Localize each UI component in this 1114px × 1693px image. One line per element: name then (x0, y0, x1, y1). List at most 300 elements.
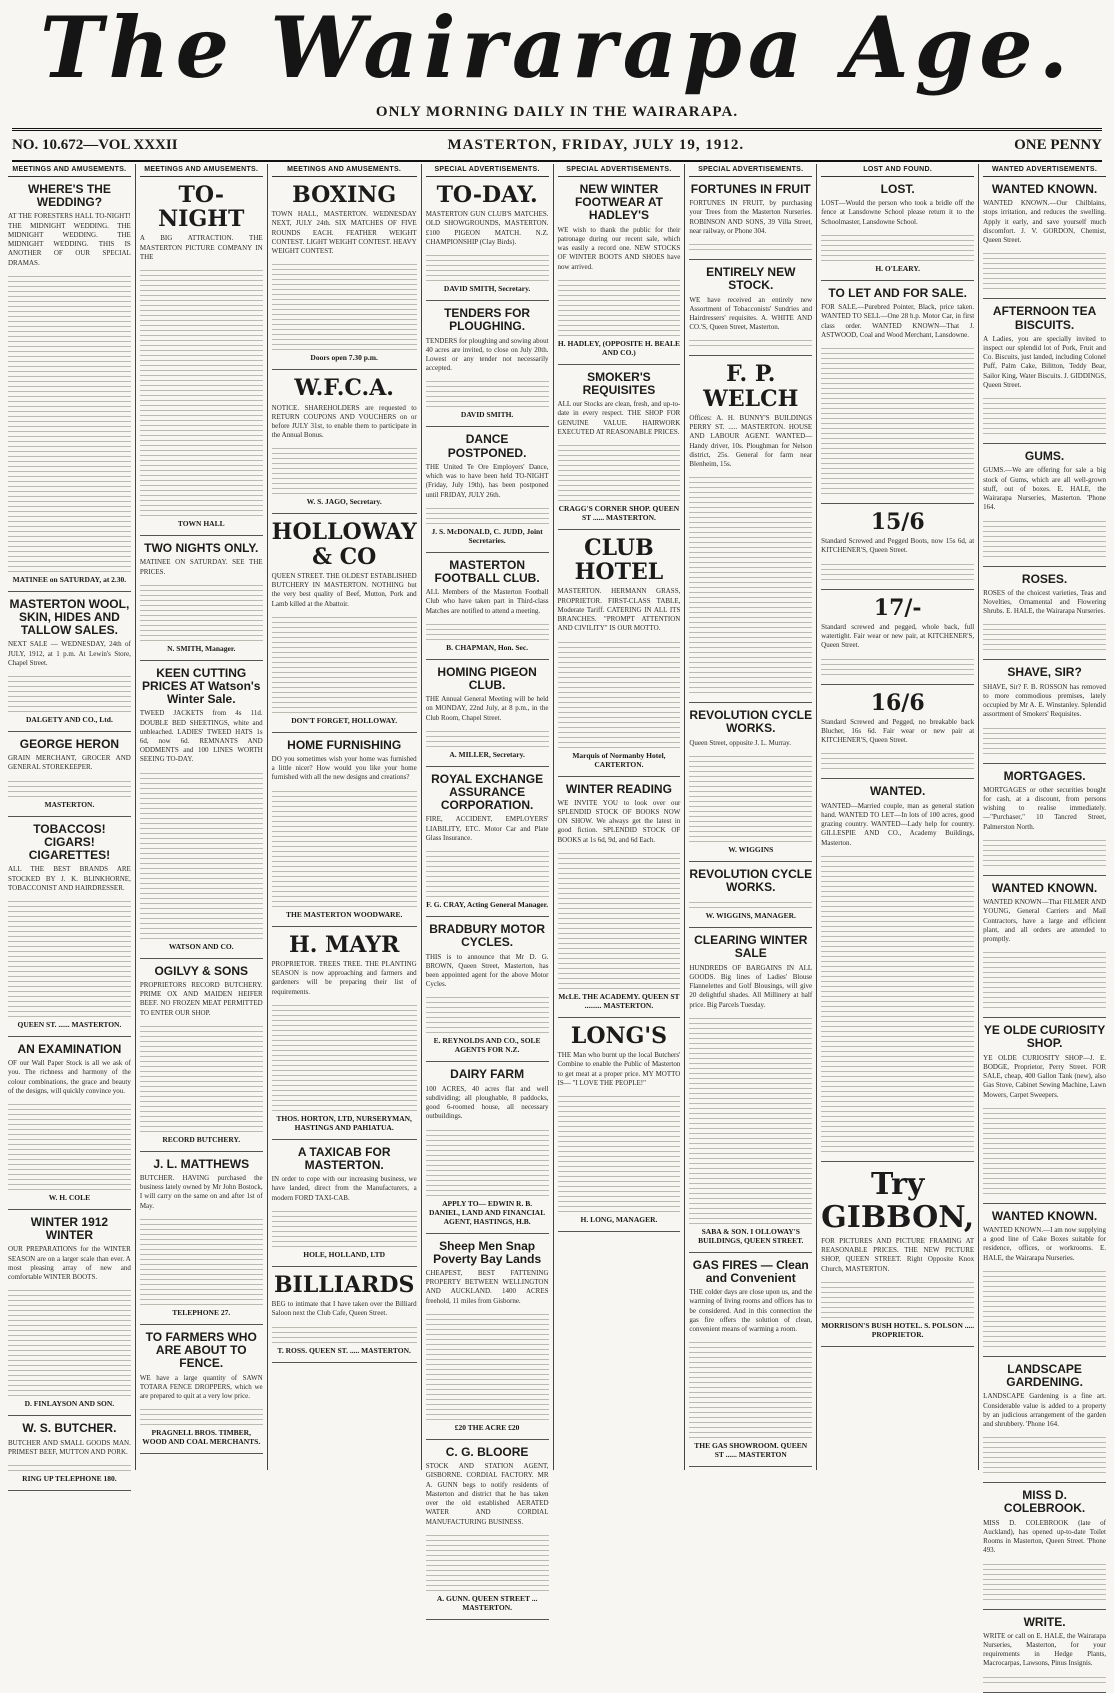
ad-headline: MORTGAGES. (1003, 768, 1086, 783)
ad-headline: YE OLDE CURIOSITY SHOP. (983, 1023, 1106, 1051)
issue-number: NO. 10.672—VOL XXXII (12, 137, 178, 153)
advertisement (558, 777, 681, 1018)
ad-body-text: GRAIN MERCHANT, GROCER AND GENERAL STOREKEEPER. (8, 754, 131, 772)
issue-price: ONE PENNY (1014, 137, 1102, 153)
fine-print-lines (8, 1286, 131, 1396)
fine-print-lines (983, 724, 1106, 754)
ad-body-text: YE OLDE CURIOSITY SHOP—J. E. BODGE, Proprietor, Perry Street. FOR SALE, cheap, 400 Gallon Tank (new), also Gas Stove, Cabinet Sewing Machine, Lawn Mowers, Carpet Sweepers. (983, 1053, 1106, 1099)
advertisement (140, 1325, 263, 1454)
ad-body-text: Offices: A. H. BUNNY'S BUILDINGS PERRY ST. ..... MASTERTON. HOUSE AND LABOUR AGENT. WANTED— Handy driver, 10s. Ploughman for Nelson district, 25s. General for farm near Blenheim, 15s. (689, 413, 813, 468)
advertisement (140, 536, 263, 661)
ad-signature: APPLY TO— EDWIN R. B. DANIEL, LAND AND FINANCIAL AGENT, HASTINGS, H.B. (428, 1198, 546, 1226)
fine-print-lines (558, 441, 681, 501)
tagline: ONLY MORNING DAILY IN THE WAIRARAPA. (375, 104, 739, 120)
newspaper-title: The Wairarapa Age. (39, 0, 1074, 97)
advertisement (821, 281, 974, 504)
ad-body-text: THE United Te Ore Employers' Dance, which was to have been held TO-NIGHT (Friday, July 19th), has been postponed until FRIDAY, JULY 26th. (425, 462, 549, 499)
fine-print-lines (821, 344, 974, 494)
fine-print-lines (140, 1022, 263, 1132)
fine-print-lines (689, 240, 812, 250)
ad-headline: TOBACCOS! CIGARS! CIGARETTES! (28, 821, 111, 863)
ad-body-text: Queen Street, opposite J. L. Murray. (689, 738, 791, 747)
ad-signature: TELEPHONE 27. (172, 1307, 231, 1317)
ad-body-text: MISS D. COLEBROOK (late of Auckland), has opened up-to-date Toilet Rooms in Masterton, Queen Street. 'Phone 493. (983, 1518, 1106, 1555)
ad-headline: Try GIBBON, (821, 1166, 975, 1235)
column-8 (979, 164, 1110, 1668)
fine-print-lines (983, 948, 1106, 1008)
ad-body-text: THE colder days are close upon us, and the warming of living rooms and offices has to be considered. And in this connection the gas fire offers the solution of clean, convenient means of warming a room. (689, 1288, 813, 1334)
ad-signature: H. O'LEARY. (875, 263, 921, 273)
ad-body-text: 100 ACRES, 40 acres flat and well subdividing; all ploughable, 8 paddocks, good 6-roomed house, all necessary outbuildings. (425, 1084, 549, 1121)
advertisement (426, 427, 549, 552)
ad-headline: TWO NIGHTS ONLY. (144, 541, 259, 556)
ad-headline: ENTIRELY NEW STOCK. (706, 265, 796, 293)
fine-print-lines (689, 752, 812, 842)
advertisement (983, 1610, 1106, 1693)
ad-body-text: ROSES of the choicest varieties, Teas and Novelties, Ornamental and Flowering Shrubs. E. HALE, the Wairarapa Nurseries. (983, 588, 1106, 616)
ad-headline: TO LET AND FOR SALE. (828, 285, 967, 300)
fine-print-lines (821, 852, 974, 1152)
ad-headline: Sheep Men Snap Poverty Bay Lands (433, 1238, 542, 1266)
ad-signature: Marquis of Normanby Hotel, CARTERTON. (572, 750, 666, 769)
ad-signature: MORRISON'S BUSH HOTEL. S. POLSON ..... PROPRIETOR. (821, 1320, 975, 1339)
ad-signature: HOLE, HOLLAND, LTD (303, 1249, 386, 1259)
ad-signature: T. ROSS. QUEEN ST. ..... MASTERTON. (277, 1345, 411, 1355)
ad-body-text: LANDSCAPE Gardening is a fine art. Considerable value is added to a property by an judicious arrangement of the garden and shrubbery. 'Phone 164. (983, 1392, 1106, 1428)
ad-headline: WRITE. (1023, 1614, 1066, 1629)
advertisement (821, 779, 974, 1161)
fine-print-lines (272, 444, 417, 494)
advertisement (140, 959, 263, 1152)
ad-body-text: PROPRIETORS RECORD BUTCHERY. PRIME OX AND MAIDEN HEIFER BEEF. NO FROZEN MEAT PERMITTED TO ENTER OUR SHOP. (139, 980, 263, 1017)
ad-headline: LONG'S (570, 1022, 667, 1049)
advertisement (8, 732, 131, 817)
ad-body-text: WANTED KNOWN.—Our Chilblains, stops irritation, and reduces the swelling. Apply it early, and save yourself much discomfort. J. V. GORDON, Chemist, Queen Street. (983, 199, 1106, 245)
advertisement (272, 1267, 417, 1363)
advertisement (426, 1234, 549, 1440)
ad-headline: W. S. BUTCHER. (22, 1421, 117, 1436)
ad-headline: ROYAL EXCHANGE ASSURANCE CORPORATION. (431, 771, 544, 813)
ad-body-text: ALL THE BEST BRANDS ARE STOCKED BY J. K. BLINKHORNE, TOBACCONIST AND HAIRDRESSER. (8, 865, 131, 892)
column-7 (817, 164, 979, 1470)
ad-body-text: A Ladies, you are specially invited to inspect our splendid lot of Pork, Fruit and Co. Biscuits, just landed, including Colonel Puff, Palm Cake, Bilitton, Teddy Bear, Sailor King, Water Biscuits. J. GIDDINGS, Queen Street. (983, 334, 1106, 389)
advertisement (689, 260, 812, 356)
ad-headline: W.F.C.A. (294, 375, 394, 402)
ad-signature: DAVID SMITH. (460, 410, 514, 420)
fine-print-lines (272, 787, 417, 907)
ad-headline: C. G. BLOORE (445, 1444, 529, 1459)
ad-signature: McLE. THE ACADEMY. QUEEN ST ......... MASTERTON. (558, 991, 680, 1010)
ad-body-text: WANTED KNOWN—That FILMER AND YOUNG, General Carriers and Mail Contractors, have a large and efficient plant, and all orders are attended to promptly. (983, 898, 1106, 943)
fine-print-lines (983, 1433, 1106, 1473)
ad-body-text: WE wish to thank the public for their patronage during our recent sale, which was easily a record one. NEW STOCKS OF WINTER BOOTS AND SHOES have now arrived. (557, 225, 681, 271)
column-heading: SPECIAL ADVERTISEMENTS. (426, 164, 549, 177)
ad-body-text: MASTERTON GUN CLUB'S MATCHES. OLD SHOWGROUNDS, MASTERTON. £100 PIGEON MATCH. N.Z. CHAMPIONSHIP (Clay Birds). (425, 210, 549, 246)
fine-print-lines (8, 672, 131, 712)
fine-print-lines (272, 1323, 417, 1343)
ad-headline: WANTED KNOWN. (991, 1208, 1098, 1223)
fine-print-lines (140, 1405, 263, 1425)
ad-signature: TOWN HALL (177, 519, 225, 529)
column-heading: SPECIAL ADVERTISEMENTS. (558, 164, 681, 177)
fine-print-lines (983, 517, 1106, 557)
advertisement (983, 567, 1106, 661)
ad-headline: MISS D. COLEBROOK. (1003, 1488, 1086, 1516)
ad-headline: BILLIARDS (273, 1271, 415, 1298)
ad-headline: WINTER 1912 WINTER (30, 1215, 109, 1243)
advertisement (8, 1210, 131, 1416)
advertisement (689, 356, 812, 703)
ad-body-text: BEG to intimate that I have taken over the Billiard Saloon next the Club Cafe, Queen Street. (271, 1300, 417, 1318)
fine-print-lines (821, 560, 974, 580)
ad-body-text: TWEED JACKETS from 4s 11d. DOUBLE BED SHEETINGS, white and unbleached. LADIES' TWEED HATS 1s 6d, now 6d. REMNANTS AND ODDMENTS and 100 LINES WORTH SEEING TO-DAY. (139, 709, 263, 764)
ad-headline: WINTER READING (565, 781, 672, 796)
ad-body-text: TOWN HALL, MASTERTON. WEDNESDAY NEXT, JULY 24th. SIX MATCHES OF FIVE ROUNDS EACH. FEATHER WEIGHT CONTEST. LIGHT WEIGHT CONTEST. HEAVY WEIGHT CONTEST. (271, 210, 417, 256)
ad-signature: PRAGNELL BROS. TIMBER, WOOD AND COAL MERCHANTS. (142, 1428, 261, 1447)
ad-signature: W. WIGGINS, MANAGER. (705, 911, 796, 921)
ad-signature: MATINEE on SATURDAY, at 2.30. (12, 574, 127, 584)
ad-body-text: IN order to cope with our increasing business, we have landed, direct from the Manufacturers, a modern FORD TAXI-CAB. (271, 1175, 417, 1202)
ad-headline: HOLLOWAY & CO (271, 519, 417, 570)
advertisement (140, 177, 263, 536)
fine-print-lines (426, 727, 549, 747)
advertisement (983, 299, 1106, 444)
ad-headline: OGILVY & SONS (154, 963, 249, 978)
advertisement (983, 177, 1106, 299)
ad-headline: 16/6 (870, 689, 925, 716)
ad-body-text: DO you sometimes wish your home was furnished a little nicer? How would you like your home furnished with all the new designs and creations? (271, 754, 417, 782)
advertisement (983, 1357, 1106, 1483)
column-heading: SPECIAL ADVERTISEMENTS. (689, 164, 812, 177)
ad-signature: QUEEN ST. ...... MASTERTON. (17, 1019, 122, 1029)
ad-headline: 17/- (873, 594, 922, 621)
ad-body-text: TENDERS for ploughing and sowing about 40 acres are invited, to close on July 20th. Lowest or any tender not necessarily accepted. (425, 336, 549, 373)
ad-headline: TO FARMERS WHO ARE ABOUT TO FENCE. (145, 1329, 257, 1371)
fine-print-lines (426, 993, 549, 1033)
advertisement (272, 370, 417, 514)
fine-print-lines (689, 473, 812, 693)
advertisement (8, 177, 131, 592)
ad-headline: KEEN CUTTING PRICES AT Watson's Winter Sale. (142, 665, 261, 707)
ad-headline: LOST. (880, 182, 915, 196)
fine-print-lines (272, 613, 417, 713)
advertisement (426, 177, 549, 301)
advertisement (272, 927, 417, 1140)
column-2 (136, 164, 268, 1470)
columns (4, 164, 1110, 1668)
ad-body-text: WE have a large quantity of SAWN TOTARA FENCE DROPPERS, which we are prepared to quit at a very low price. (139, 1373, 263, 1400)
ad-headline: DAIRY FARM (450, 1067, 525, 1082)
fine-print-lines (983, 394, 1106, 434)
ad-signature: £20 THE ACRE £20 (454, 1422, 520, 1432)
advertisement (426, 660, 549, 767)
advertisement (983, 764, 1106, 876)
ad-body-text: WE have received an entirely new Assortment of Tobacconists' Sundries and Hairdressers' requisites. A. WHITE AND CO.'S, Queen Street, Masterton. (689, 295, 813, 332)
fine-print-lines (983, 1104, 1106, 1194)
ad-headline: J. L. MATTHEWS (153, 1156, 250, 1171)
ad-headline: TO-DAY. (436, 182, 538, 208)
fine-print-lines (8, 897, 131, 1017)
ad-body-text: ALL our Stocks are clean, fresh, and up-to-date in every respect. THE SHOP FOR GENUINE VALUE. HAIRWORK EXECUTED AT REASONABLE PRICES. (557, 400, 681, 436)
advertisement (689, 928, 812, 1253)
fine-print-lines (983, 1267, 1106, 1347)
fine-print-lines (983, 620, 1106, 650)
ad-body-text: OUR PREPARATIONS for the WINTER SEASON are on a larger scale than ever. A most pleasing array of new and comfortable WINTER BOOTS. (8, 1245, 131, 1282)
ad-signature: H. LONG, MANAGER. (580, 1215, 658, 1225)
ad-signature: A. MILLER, Secretary. (449, 749, 525, 759)
fine-print-lines (426, 251, 549, 281)
column-heading: MEETINGS AND AMUSEMENTS. (8, 164, 131, 177)
fine-print-lines (426, 847, 549, 897)
ad-headline: NEW WINTER FOOTWEAR AT HADLEY'S (574, 182, 663, 223)
advertisement (821, 685, 974, 780)
advertisement (272, 733, 417, 927)
advertisement (983, 1204, 1106, 1357)
issue-date: MASTERTON, FRIDAY, JULY 19, 1912. (447, 137, 745, 153)
fine-print-lines (426, 1126, 549, 1196)
ad-body-text: CHEAPEST, BEST FATTENING PROPERTY BETWEEN WELLINGTON AND AUCKLAND. 1400 ACRES freehold, 11 miles from Gisborne. (425, 1268, 549, 1305)
ad-signature: THOS. HORTON, LTD, NURSERYMAN, HASTINGS AND PAHIATUA. (276, 1113, 412, 1132)
advertisement (8, 1037, 131, 1210)
advertisement (426, 767, 549, 917)
column-heading: MEETINGS AND AMUSEMENTS. (140, 164, 263, 177)
advertisement (272, 514, 417, 732)
ad-headline: H. MAYR (288, 931, 400, 958)
fine-print-lines (689, 1338, 812, 1438)
ad-signature: J. S. McDONALD, C. JUDD, Joint Secretaries. (431, 526, 543, 545)
ad-signature: W. H. COLE (48, 1193, 91, 1203)
ad-body-text: THE Annual General Meeting will be held on MONDAY, 22nd July, at 8 p.m., in the Club Room, Chapel Street. (425, 695, 549, 722)
ad-headline: REVOLUTION CYCLE WORKS. (689, 866, 813, 895)
fine-print-lines (689, 898, 812, 908)
ad-headline: WHERE'S THE WEDDING? (27, 182, 111, 210)
fine-print-lines (821, 749, 974, 769)
ad-body-text: FOR PICTURES AND PICTURE FRAMING AT REASONABLE PRICES. THE NEW PICTURE SHOP, QUEEN STREET. Right Opposite Knox Church, MASTERTON. (821, 1236, 975, 1273)
advertisement (426, 1440, 549, 1620)
ad-body-text: AT THE FORESTERS HALL TO-NIGHT! THE MIDNIGHT WEDDING. THE MIDNIGHT WEDDING. THE MIDNIGHT WEDDING. THIS IS ANOTHER OF OUR SPECIAL DRAMAS. (8, 212, 131, 267)
advertisement (8, 592, 131, 732)
ad-body-text: WANTED—Married couple, man as general station hand. WANTED TO LET—In lots of 100 acres, good grazing country. WANTED—Lady help for country. GILLESPIE AND CO., Academy Buildings, Masterton. (821, 801, 975, 847)
ad-body-text: WANTED KNOWN.—I am now supplying a good line of Cake Boxes suitable for residence, offices, or workrooms. E. HALE, the Wairarapa Nurseries. (983, 1225, 1106, 1262)
ad-signature: D. FINLAYSON AND SON. (24, 1399, 115, 1409)
advertisement (689, 177, 812, 260)
advertisement (983, 444, 1106, 566)
ad-signature: RECORD BUTCHERY. (162, 1134, 241, 1144)
ad-body-text: PROPRIETOR. TREES TREE. THE PLANTING SEASON is now approaching and farmers and gardeners will be preparing their list of requirements. (271, 959, 417, 996)
fine-print-lines (558, 1092, 681, 1212)
ad-signature: F. G. CRAY, Acting General Manager. (426, 900, 549, 910)
ad-headline: TO-NIGHT (158, 182, 245, 233)
ad-body-text: THE Man who burnt up the local Butchers' Combine to enable the Public of Masterton to get meat at a proper price. MY MOTTO IS— "I LOVE THE PEOPLE!" (557, 1051, 681, 1087)
fine-print-lines (272, 260, 417, 350)
ad-headline: FORTUNES IN FRUIT (690, 182, 811, 196)
advertisement (426, 553, 549, 660)
advertisement (689, 703, 812, 862)
ad-signature: H. HADLEY, (OPPOSITE H. BEALE AND CO.) (557, 338, 680, 357)
column-heading: WANTED ADVERTISEMENTS. (983, 164, 1106, 177)
ad-signature: Doors open 7.30 p.m. (310, 353, 378, 363)
fine-print-lines (821, 231, 974, 261)
ad-body-text: A BIG ATTRACTION. THE MASTERTON PICTURE COMPANY IN THE (139, 234, 263, 261)
ad-body-text: WE INVITE YOU to look over our SPLENDID STOCK OF BOOKS NOW ON SHOW. We always get the latest in good fiction. SPLENDID STOCK OF BOOKS at 1s 6d, 9d, and 6d Each. (557, 798, 681, 844)
ad-headline: WANTED. (870, 784, 926, 799)
ad-headline: SMOKER'S REQUISITES (582, 369, 656, 397)
ad-headline: LANDSCAPE GARDENING. (1006, 1361, 1083, 1390)
ad-headline: CLEARING WINTER SALE (694, 933, 808, 961)
fine-print-lines (426, 504, 549, 524)
advertisement (558, 177, 681, 365)
ad-signature: THE GAS SHOWROOM. QUEEN ST ...... MASTERTON (694, 1441, 808, 1460)
fine-print-lines (983, 836, 1106, 866)
advertisement (821, 504, 974, 590)
advertisement (983, 1018, 1106, 1204)
ad-headline: AN EXAMINATION (17, 1041, 122, 1056)
advertisement (140, 1152, 263, 1325)
column-heading: MEETINGS AND AMUSEMENTS. (272, 164, 417, 177)
ad-headline: TENDERS FOR PLOUGHING. (444, 306, 531, 334)
ad-headline: GUMS. (1024, 449, 1065, 464)
fine-print-lines (558, 849, 681, 989)
column-4 (422, 164, 554, 1612)
fine-print-lines (8, 1461, 131, 1471)
fine-print-lines (689, 1014, 812, 1224)
ad-headline: ROSES. (1021, 571, 1068, 586)
column-1 (4, 164, 136, 1484)
ad-body-text: FOR SALE.—Purebred Pointer, Black, price taken. WANTED TO SELL—One 28 h.p. Motor Car, in first class order. WANTED KNOWN—That J. ASTWOOD, Coal and Wood Merchant, Lansdowne. (821, 303, 975, 339)
ad-body-text: GUMS.—We are offering for sale a big stock of Gums, which are all well-grown stuff, out of boxes. E. HALE, the Wairarapa Nurseries, Masterton. 'Phone 164. (983, 466, 1106, 512)
ad-headline: BRADBURY MOTOR CYCLES. (429, 922, 545, 950)
ad-body-text: FORTUNES IN FRUIT, by purchasing your Trees from the Masterton Nurseries. ROBINSON AND SONS, 39 Villa Street, near railway, or Phone 304. (689, 199, 813, 235)
fine-print-lines (140, 769, 263, 939)
fine-print-lines (426, 1310, 549, 1420)
advertisement (689, 1253, 812, 1468)
fine-print-lines (140, 266, 263, 516)
ad-signature: THE MASTERTON WOODWARE. (285, 909, 403, 919)
ad-body-text: STOCK AND STATION AGENT, GISBORNE. CORDIAL FACTORY. MR A. GUNN begs to notify residents of Masterton and district that he has taken over the old established AERATED WATER AND CORDIAL MANUFACTURING BUSINESS. (425, 1462, 549, 1526)
ad-headline: F. P. WELCH (703, 361, 799, 412)
advertisement (272, 1140, 417, 1267)
advertisement (558, 1018, 681, 1232)
advertisement (983, 1483, 1106, 1609)
fine-print-lines (140, 1215, 263, 1305)
ad-signature: DALGETY AND CO., Ltd. (26, 715, 113, 725)
fine-print-lines (426, 377, 549, 407)
ad-body-text: Standard Screwed and Pegged, no breakable back Blucher, 16s 6d. Fair wear or new pair at KITCHENER'S, Queen Street. (821, 717, 975, 745)
advertisement (821, 177, 974, 281)
fine-print-lines (983, 1560, 1106, 1600)
ad-body-text: HUNDREDS OF BARGAINS IN ALL GOODS. Big lines of Ladies' Blouse Flannelettes and Golf Blousings, will give 20 delightful shades. All Millinery at half price. Big Parcels Tuesday. (689, 963, 813, 1009)
advertisement (689, 862, 812, 928)
ad-signature: DAVID SMITH, Secretary. (443, 284, 531, 294)
ad-body-text: MASTERTON. HERMANN GRASS, PROPRIETOR. FIRST-CLASS TABLE, Moderate Tariff. CATERING IN ALL ITS BRANCHES. "PROMPT ATTENTION AND CIVILITY" IS OUR MOTTO. (557, 587, 681, 633)
ad-headline: WANTED KNOWN. (991, 182, 1098, 196)
ad-body-text: THIS is to announce that Mr D. G. BROWN, Queen Street, Masterton, has been appointed agent for the above Motor Cycles. (425, 952, 549, 989)
ad-headline: REVOLUTION CYCLE WORKS. (689, 708, 813, 736)
column-5 (554, 164, 686, 1470)
ad-body-text: SHAVE, Sir? F. B. ROSSON has removed to more commodious premises, lately occupied by Mr A. E. Winstanley. Splendid assortment of Smokers' Requisites. (983, 682, 1106, 719)
advertisement (8, 817, 131, 1037)
advertisement (426, 917, 549, 1062)
ad-signature: MASTERTON. (44, 799, 95, 809)
fine-print-lines (558, 276, 681, 336)
advertisement (426, 1062, 549, 1233)
ad-headline: A TAXICAB FOR MASTERTON. (297, 1144, 391, 1172)
ad-body-text: WRITE or call on E. HALE, the Wairarapa Nurseries, Masterton, for your requirements in Hedge Plants, Macrocarpas, Lawsons, Pinus Insignis. (983, 1631, 1106, 1668)
advertisement (558, 365, 681, 530)
ad-headline: HOME FURNISHING (287, 737, 402, 752)
advertisement (821, 590, 974, 685)
fine-print-lines (821, 655, 974, 675)
ad-headline: GAS FIRES — Clean and Convenient (692, 1257, 809, 1285)
ad-headline: MASTERTON FOOTBALL CLUB. (434, 557, 540, 585)
advertisement (8, 1416, 131, 1491)
fine-print-lines (983, 1673, 1106, 1683)
ad-signature: N. SMITH, Manager. (167, 643, 236, 653)
ad-body-text: Standard Screwed and Pegged Boots, now 15s 6d, at KITCHENER'S, Queen Street. (821, 537, 975, 555)
advertisement (140, 661, 263, 959)
ad-headline: HOMING PIGEON CLUB. (437, 664, 537, 693)
ad-signature: W. WIGGINS (728, 844, 774, 854)
fine-print-lines (426, 1531, 549, 1591)
ad-signature: SABA & SON. I OLLOWAY'S BUILDINGS, QUEEN STREET. (698, 1226, 804, 1245)
column-3 (268, 164, 422, 1470)
ad-body-text: LOST—Would the person who took a bridle off the fence at Lansdowne School please return it to the Schoolmaster, Lansdowne School. (821, 199, 975, 226)
ad-signature: B. CHAPMAN, Hon. Sec. (446, 642, 529, 652)
advertisement (558, 530, 681, 777)
ad-headline: AFTERNOON TEA BISCUITS. (992, 304, 1097, 332)
ad-signature: W. S. JAGO, Secretary. (306, 497, 382, 507)
ad-body-text: ALL Members of the Masterton Football Club who have taken part in Third-class Matches are notified to attend a meeting. (425, 588, 549, 615)
ad-body-text: OF our Wall Paper Stock is all we ask of you. The richness and harmony of the colour combinations, the grace and beauty of the designs, will quickly convince you. (8, 1059, 131, 1095)
fine-print-lines (8, 777, 131, 797)
ad-signature: E. REYNOLDS AND CO., SOLE AGENTS FOR N.Z. (433, 1036, 541, 1055)
ad-body-text: Standard screwed and pegged, whole back, full watertight. Fair wear or new pair, at KITCHENER'S, Queen Street. (821, 622, 975, 650)
ad-body-text: BUTCHER. HAVING purchased the business lately owned by Mr John Bostock, I will carry on the same on and after 1st of May. (139, 1174, 263, 1210)
ad-body-text: NOTICE. SHAREHOLDERS are requested to RETURN COUPONS AND VOUCHERS on or before JULY 31st, to enable them to participate in the Annual Bonus. (271, 403, 417, 440)
ad-headline: DANCE POSTPONED. (447, 432, 527, 460)
ad-headline: MASTERTON WOOL, SKIN, HIDES AND TALLOW SALES. (9, 596, 130, 638)
fine-print-lines (8, 1100, 131, 1190)
fine-print-lines (8, 272, 131, 572)
ad-body-text: NEXT SALE — WEDNESDAY, 24th of JULY, 1912, at 1 p.m. At Lewin's Store, Chapel Street. (8, 640, 131, 667)
ad-headline: WANTED KNOWN. (991, 880, 1098, 895)
fine-print-lines (558, 638, 681, 748)
advertisement (983, 876, 1106, 1018)
fine-print-lines (140, 581, 263, 641)
fine-print-lines (272, 1207, 417, 1247)
column-6 (685, 164, 817, 1470)
ad-signature: WATSON AND CO. (168, 941, 234, 951)
advertisement (272, 177, 417, 370)
ad-signature: DON'T FORGET, HOLLOWAY. (291, 715, 398, 725)
ad-headline: BOXING (292, 182, 397, 208)
column-heading: LOST AND FOUND. (821, 164, 974, 177)
advertisement (983, 660, 1106, 763)
dateline (12, 128, 1102, 162)
ad-headline: 15/6 (870, 509, 925, 536)
fine-print-lines (689, 336, 812, 346)
fine-print-lines (983, 249, 1106, 289)
ad-body-text: BUTCHER AND SMALL GOODS MAN. PRIMEST BEEF, MUTTON AND PORK. (8, 1438, 131, 1456)
ad-headline: CLUB HOTEL (574, 535, 664, 586)
ad-body-text: QUEEN STREET. THE OLDEST ESTABLISHED BUTCHERY IN MASTERTON. NOTHING but the very best quality of Beef, Mutton, Pork and Lamb killed at the Abattoir. (271, 571, 417, 608)
ad-signature: A. GUNN. QUEEN STREET ... MASTERTON. (436, 1593, 538, 1612)
masthead (0, 0, 1114, 100)
ad-headline: SHAVE, SIR? (1007, 665, 1082, 680)
advertisement (821, 1162, 974, 1347)
fine-print-lines (272, 1001, 417, 1111)
ad-headline: GEORGE HERON (19, 737, 120, 752)
